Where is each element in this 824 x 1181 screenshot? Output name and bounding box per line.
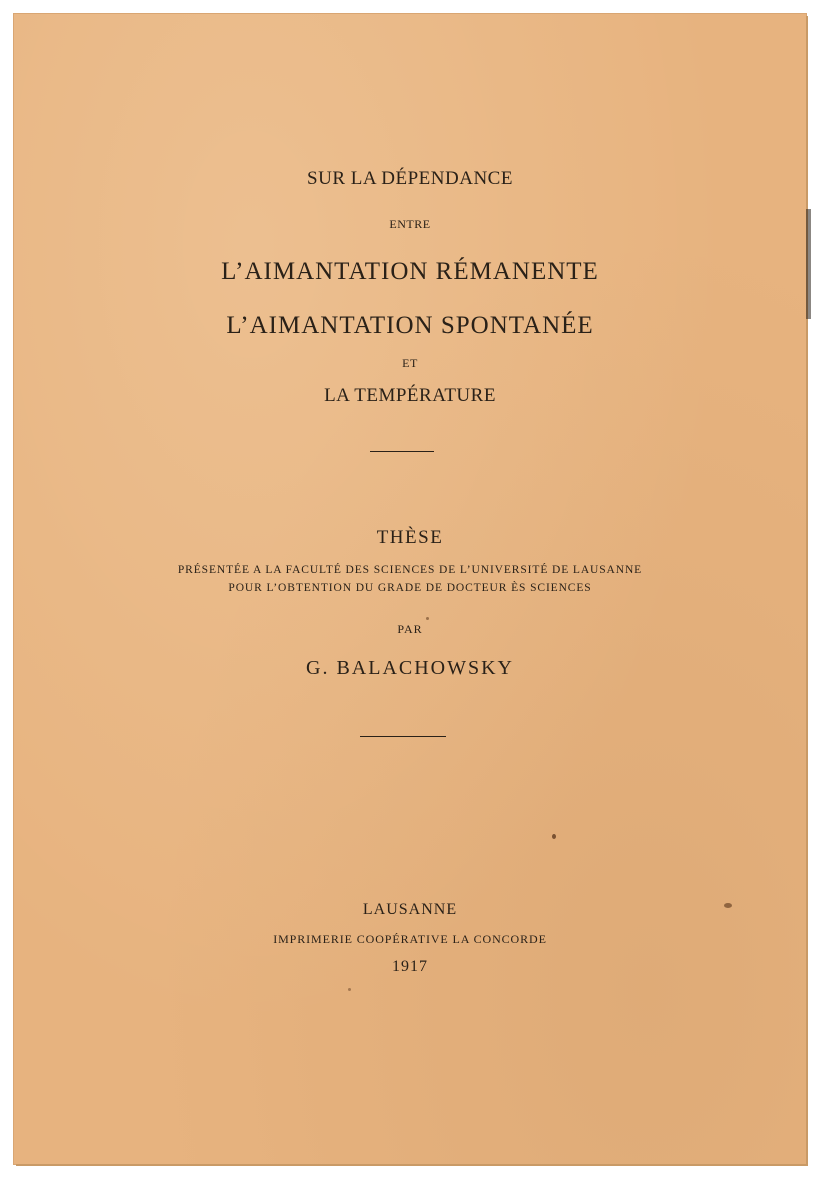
title-page (14, 14, 806, 1164)
paper-speck (348, 988, 351, 991)
title-line-entre: ENTRE (389, 217, 431, 231)
thesis-par: PAR (397, 622, 423, 636)
title-line-la-temperature: LA TEMPÉRATURE (324, 385, 496, 406)
divider-rule-top (370, 451, 434, 452)
thesis-heading: THÈSE (376, 527, 444, 548)
title-line-aimantation-spontanee: L’AIMANTATION SPONTANÉE (226, 312, 594, 339)
imprint-printer: IMPRIMERIE COOPÉRATIVE LA CONCORDE (273, 932, 547, 946)
page-edge-shadow (806, 209, 811, 319)
paper-speck (552, 834, 556, 839)
thesis-description-line-2: POUR L’OBTENTION DU GRADE DE DOCTEUR ÈS SCIENCES (228, 582, 592, 594)
thesis-description-line-1: PRÉSENTÉE A LA FACULTÉ DES SCIENCES DE L’UNIVERSITÉ DE LAUSANNE (177, 564, 643, 576)
divider-rule-bottom (360, 736, 446, 737)
title-line-aimantation-remanente: L’AIMANTATION RÉMANENTE (221, 258, 599, 285)
title-line-et: ET (402, 356, 418, 370)
paper-speck (426, 617, 429, 620)
title-line-sur-la-dependance: SUR LA DÉPENDANCE (307, 168, 513, 189)
imprint-city: LAUSANNE (362, 901, 458, 918)
imprint-year: 1917 (392, 958, 428, 975)
author-name: G. BALACHOWSKY (306, 657, 514, 679)
paper-speck (724, 903, 732, 908)
